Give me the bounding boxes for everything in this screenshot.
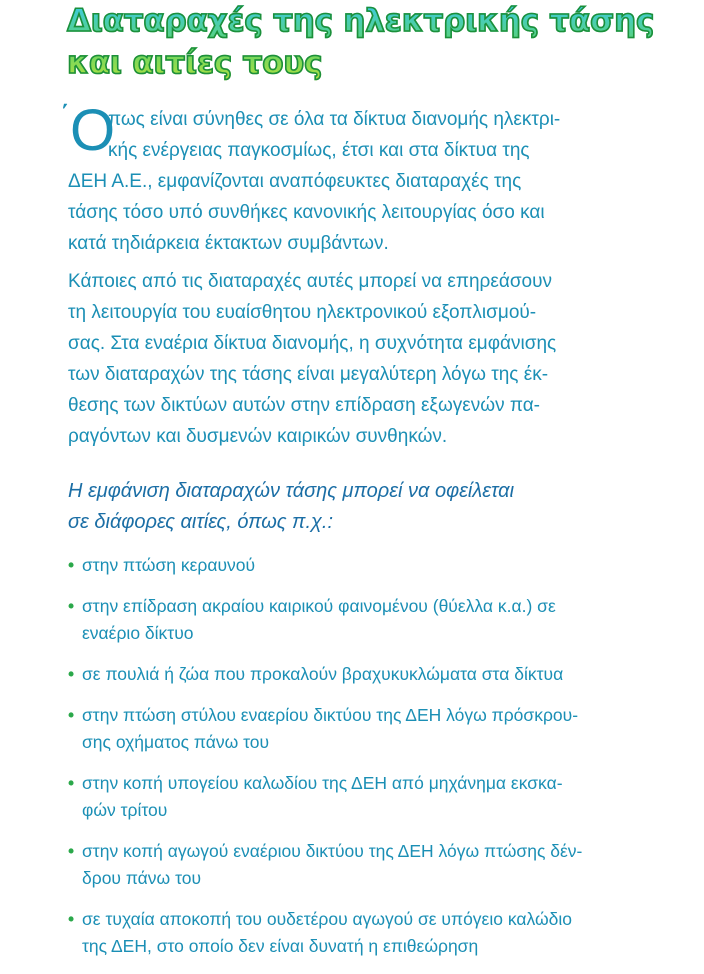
title-line-1: Διαταραχές της ηλεκτρικής τάσης: [67, 3, 655, 39]
list-item-text: σε τυχαία αποκοπή του ουδετέρου αγωγού σε υπόγειο καλώδιο: [82, 909, 573, 929]
second-paragraph: [68, 266, 658, 452]
bullet-icon: •: [68, 773, 75, 793]
intro-paragraph: [68, 98, 658, 259]
drop-cap-letter: Ο: [70, 98, 116, 163]
causes-list: [68, 552, 668, 974]
page-title: [67, 0, 654, 84]
list-item: [68, 661, 668, 688]
intro-line: τάσης τόσο υπό συνθήκες κανονικής λειτουργίας όσο και: [68, 202, 545, 223]
list-item: [68, 838, 668, 892]
paragraph-line: Κάποιες από τις διαταραχές αυτές μπορεί να επηρεάσουν: [68, 271, 553, 292]
list-item-text: στην κοπή υπογείου καλωδίου της ΔΕΗ από μηχάνημα εκσκα-: [82, 773, 563, 793]
bullet-icon: •: [68, 841, 75, 861]
paragraph-line: θεσης των δικτύων αυτών στην επίδραση εξωγενών πα-: [68, 395, 541, 416]
list-item: [68, 702, 668, 756]
bullet-icon: •: [68, 596, 75, 616]
list-item-text: στην επίδραση ακραίου καιρικού φαινομένου (θύελλα κ.α.) σε: [82, 596, 556, 616]
list-item-text: της ΔΕΗ, στο οποίο δεν είναι δυνατή η επιθεώρηση: [82, 936, 479, 956]
list-item-text: φών τρίτου: [82, 800, 168, 820]
causes-heading: [68, 476, 658, 538]
list-item-text: στην κοπή αγωγού εναέριου δικτύου της ΔΕΗ λόγω πτώσης δέν-: [82, 841, 583, 861]
causes-heading-line-1: Η εμφάνιση διαταραχών τάσης μπορεί να οφείλεται: [68, 480, 515, 502]
list-item: [68, 593, 668, 647]
list-item-text: στην πτώση στύλου εναερίου δικτύου της ΔΕΗ λόγω πρόσκρου-: [82, 705, 579, 725]
list-item-text: εναέριο δίκτυο: [82, 623, 194, 643]
drop-cap-accent: ΄: [60, 100, 70, 133]
bullet-icon: •: [68, 555, 75, 575]
list-item-text: σης οχήματος πάνω του: [82, 732, 270, 752]
paragraph-line: τη λειτουργία του ευαίσθητου ηλεκτρονικού εξοπλισμού-: [68, 302, 537, 323]
paragraph-line: των διαταραχών της τάσης είναι μεγαλύτερη λόγω της έκ-: [68, 364, 549, 385]
list-item: [68, 906, 668, 960]
causes-heading-line-2: σε διάφορες αιτίες, όπως π.χ.:: [68, 511, 334, 533]
paragraph-line: σας. Στα εναέρια δίκτυα διανομής, η συχνότητα εμφάνισης: [68, 333, 557, 354]
bullet-icon: •: [68, 664, 75, 684]
intro-line: πως είναι σύνηθες σε όλα τα δίκτυα διανομής ηλεκτρι-: [108, 109, 561, 130]
title-line-2: και αιτίες τους: [67, 45, 323, 81]
bullet-icon: •: [68, 909, 75, 929]
list-item-text: στην πτώση κεραυνού: [82, 555, 256, 575]
paragraph-line: ραγόντων και δυσμενών καιρικών συνθηκών.: [68, 426, 448, 447]
intro-line: κατά τηδιάρκεια έκτακτων συμβάντων.: [68, 233, 389, 254]
list-item-text: δρου πάνω του: [82, 868, 202, 888]
intro-line: κής ενέργειας παγκοσμίως, έτσι και στα δίκτυα της: [108, 140, 530, 161]
bullet-icon: •: [68, 705, 75, 725]
list-item: [68, 552, 668, 579]
list-item: [68, 770, 668, 824]
list-item-text: σε πουλιά ή ζώα που προκαλούν βραχυκυκλώματα στα δίκτυα: [82, 664, 564, 684]
intro-line: ΔΕΗ Α.Ε., εμφανίζονται αναπόφευκτες διαταραχές της: [68, 171, 522, 192]
